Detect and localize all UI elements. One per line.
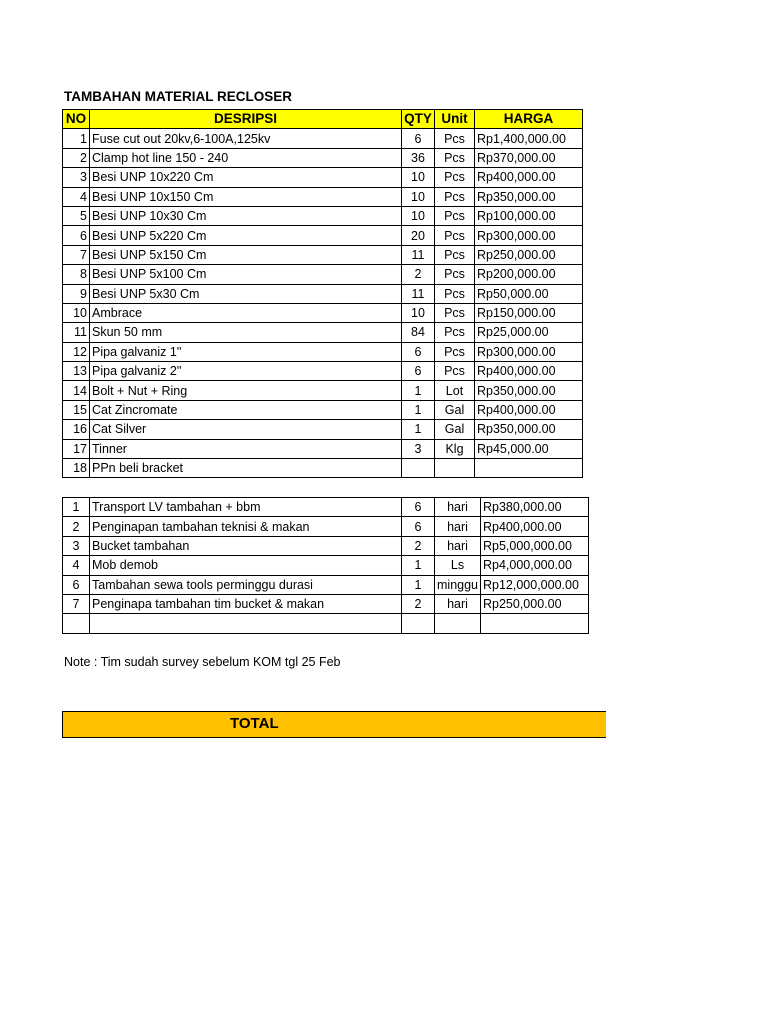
cell-harga: Rp4,000,000.00 (481, 556, 589, 575)
cell-desc: Besi UNP 10x220 Cm (90, 168, 402, 187)
cell-unit: Pcs (435, 187, 475, 206)
materials-header-row (63, 110, 583, 129)
cell-no: 3 (63, 536, 90, 555)
cell-no: 8 (63, 265, 90, 284)
cell-unit: Pcs (435, 284, 475, 303)
cell-unit: hari (435, 536, 481, 555)
cell-desc: Penginapan tambahan teknisi & makan (90, 517, 402, 536)
cell-unit: Gal (435, 420, 475, 439)
cell-harga: Rp45,000.00 (475, 439, 583, 458)
cell-unit: Pcs (435, 362, 475, 381)
header-no: NO (63, 110, 90, 129)
cell-qty: 36 (402, 148, 435, 167)
cell-unit: Pcs (435, 148, 475, 167)
cell-no: 4 (63, 187, 90, 206)
cell-no: 15 (63, 400, 90, 419)
header-unit: Unit (435, 110, 475, 129)
cell-unit: Ls (435, 556, 481, 575)
cell-no: 10 (63, 303, 90, 322)
cell-no: 17 (63, 439, 90, 458)
cell-harga: Rp100,000.00 (475, 206, 583, 225)
cell-harga: Rp25,000.00 (475, 323, 583, 342)
cell-desc (90, 614, 402, 633)
table-row (63, 594, 589, 613)
cell-qty: 10 (402, 168, 435, 187)
cell-harga: Rp400,000.00 (475, 362, 583, 381)
cell-harga: Rp400,000.00 (475, 400, 583, 419)
cell-no: 3 (63, 168, 90, 187)
table-row (63, 342, 583, 361)
table-row (63, 420, 583, 439)
table-row (63, 148, 583, 167)
cell-harga: Rp400,000.00 (475, 168, 583, 187)
cell-harga: Rp350,000.00 (475, 381, 583, 400)
cell-qty: 20 (402, 226, 435, 245)
cell-harga (481, 614, 589, 633)
cell-harga: Rp350,000.00 (475, 187, 583, 206)
header-harga: HARGA (475, 110, 583, 129)
total-label: TOTAL (230, 715, 279, 732)
cell-no: 9 (63, 284, 90, 303)
table-row (63, 362, 583, 381)
table-row (63, 187, 583, 206)
cell-unit: minggu (435, 575, 481, 594)
cell-no: 5 (63, 206, 90, 225)
cell-harga (475, 459, 583, 478)
cell-unit: Pcs (435, 323, 475, 342)
cell-qty: 10 (402, 206, 435, 225)
cell-desc: Cat Zincromate (90, 400, 402, 419)
cell-qty: 6 (402, 129, 435, 148)
cell-qty: 6 (402, 362, 435, 381)
cell-qty: 6 (402, 498, 435, 517)
table-row (63, 556, 589, 575)
cell-desc: Besi UNP 5x30 Cm (90, 284, 402, 303)
cell-desc: Pipa galvaniz 1'' (90, 342, 402, 361)
table-row (63, 265, 583, 284)
cell-unit: hari (435, 517, 481, 536)
cell-desc: Bolt + Nut + Ring (90, 381, 402, 400)
cell-unit (435, 459, 475, 478)
services-table (62, 497, 589, 634)
cell-unit: Pcs (435, 226, 475, 245)
cell-qty: 1 (402, 381, 435, 400)
cell-qty: 6 (402, 342, 435, 361)
cell-harga: Rp380,000.00 (481, 498, 589, 517)
sheet-title: TAMBAHAN MATERIAL RECLOSER (64, 89, 292, 104)
cell-desc: Bucket tambahan (90, 536, 402, 555)
cell-no: 2 (63, 517, 90, 536)
cell-no: 18 (63, 459, 90, 478)
table-row (63, 536, 589, 555)
table-row (63, 439, 583, 458)
cell-no: 12 (63, 342, 90, 361)
cell-harga: Rp370,000.00 (475, 148, 583, 167)
materials-table (62, 109, 583, 478)
cell-qty: 11 (402, 284, 435, 303)
cell-unit: Lot (435, 381, 475, 400)
table-row (63, 245, 583, 264)
cell-harga: Rp400,000.00 (481, 517, 589, 536)
cell-qty: 10 (402, 187, 435, 206)
table-row (63, 614, 589, 633)
cell-harga: Rp5,000,000.00 (481, 536, 589, 555)
table-row (63, 284, 583, 303)
total-bar (62, 711, 606, 738)
cell-no: 4 (63, 556, 90, 575)
cell-desc: Fuse cut out 20kv,6-100A,125kv (90, 129, 402, 148)
cell-no: 13 (63, 362, 90, 381)
cell-qty: 1 (402, 420, 435, 439)
table-row (63, 226, 583, 245)
cell-harga: Rp250,000.00 (475, 245, 583, 264)
cell-desc: Cat Silver (90, 420, 402, 439)
cell-unit (435, 614, 481, 633)
cell-desc: Ambrace (90, 303, 402, 322)
header-qty: QTY (402, 110, 435, 129)
cell-desc: Tambahan sewa tools perminggu durasi (90, 575, 402, 594)
cell-harga: Rp300,000.00 (475, 342, 583, 361)
table-row (63, 459, 583, 478)
cell-qty: 6 (402, 517, 435, 536)
cell-harga: Rp300,000.00 (475, 226, 583, 245)
cell-desc: Pipa galvaniz 2'' (90, 362, 402, 381)
cell-unit: Pcs (435, 168, 475, 187)
cell-qty: 1 (402, 400, 435, 419)
cell-harga: Rp150,000.00 (475, 303, 583, 322)
cell-unit: Pcs (435, 265, 475, 284)
cell-no: 7 (63, 245, 90, 264)
cell-harga: Rp12,000,000.00 (481, 575, 589, 594)
table-row (63, 381, 583, 400)
cell-no (63, 614, 90, 633)
table-row (63, 129, 583, 148)
cell-no: 6 (63, 226, 90, 245)
cell-desc: Besi UNP 10x30 Cm (90, 206, 402, 225)
cell-desc: Mob demob (90, 556, 402, 575)
cell-unit: Gal (435, 400, 475, 419)
cell-desc: Besi UNP 10x150 Cm (90, 187, 402, 206)
cell-harga: Rp350,000.00 (475, 420, 583, 439)
cell-unit: hari (435, 594, 481, 613)
cell-qty: 3 (402, 439, 435, 458)
cell-desc: Besi UNP 5x150 Cm (90, 245, 402, 264)
cell-unit: Pcs (435, 206, 475, 225)
cell-harga: Rp50,000.00 (475, 284, 583, 303)
cell-desc: Tinner (90, 439, 402, 458)
cell-no: 2 (63, 148, 90, 167)
cell-qty: 2 (402, 594, 435, 613)
table-row (63, 303, 583, 322)
cell-qty (402, 459, 435, 478)
cell-qty: 10 (402, 303, 435, 322)
table-row (63, 206, 583, 225)
cell-no: 6 (63, 575, 90, 594)
cell-qty: 84 (402, 323, 435, 342)
table-row (63, 517, 589, 536)
cell-qty: 2 (402, 536, 435, 555)
header-desc: DESRIPSI (90, 110, 402, 129)
cell-unit: hari (435, 498, 481, 517)
cell-qty: 11 (402, 245, 435, 264)
cell-no: 7 (63, 594, 90, 613)
cell-qty: 2 (402, 265, 435, 284)
cell-unit: Pcs (435, 342, 475, 361)
table-row (63, 168, 583, 187)
cell-qty: 1 (402, 575, 435, 594)
cell-harga: Rp1,400,000.00 (475, 129, 583, 148)
cell-desc: Besi UNP 5x220 Cm (90, 226, 402, 245)
cell-unit: Pcs (435, 129, 475, 148)
table-row (63, 323, 583, 342)
cell-unit: Pcs (435, 303, 475, 322)
cell-no: 14 (63, 381, 90, 400)
cell-qty: 1 (402, 556, 435, 575)
cell-no: 1 (63, 129, 90, 148)
cell-desc: Clamp hot line 150 - 240 (90, 148, 402, 167)
cell-no: 16 (63, 420, 90, 439)
cell-desc: PPn beli bracket (90, 459, 402, 478)
cell-unit: Pcs (435, 245, 475, 264)
cell-desc: Penginapa tambahan tim bucket & makan (90, 594, 402, 613)
note-text: Note : Tim sudah survey sebelum KOM tgl 25 Feb (64, 655, 341, 669)
cell-desc: Transport LV tambahan + bbm (90, 498, 402, 517)
cell-desc: Skun 50 mm (90, 323, 402, 342)
table-row (63, 498, 589, 517)
cell-desc: Besi UNP 5x100 Cm (90, 265, 402, 284)
cell-unit: Klg (435, 439, 475, 458)
table-row (63, 575, 589, 594)
cell-harga: Rp200,000.00 (475, 265, 583, 284)
cell-harga: Rp250,000.00 (481, 594, 589, 613)
table-row (63, 400, 583, 419)
cell-no: 11 (63, 323, 90, 342)
cell-no: 1 (63, 498, 90, 517)
cell-qty (402, 614, 435, 633)
